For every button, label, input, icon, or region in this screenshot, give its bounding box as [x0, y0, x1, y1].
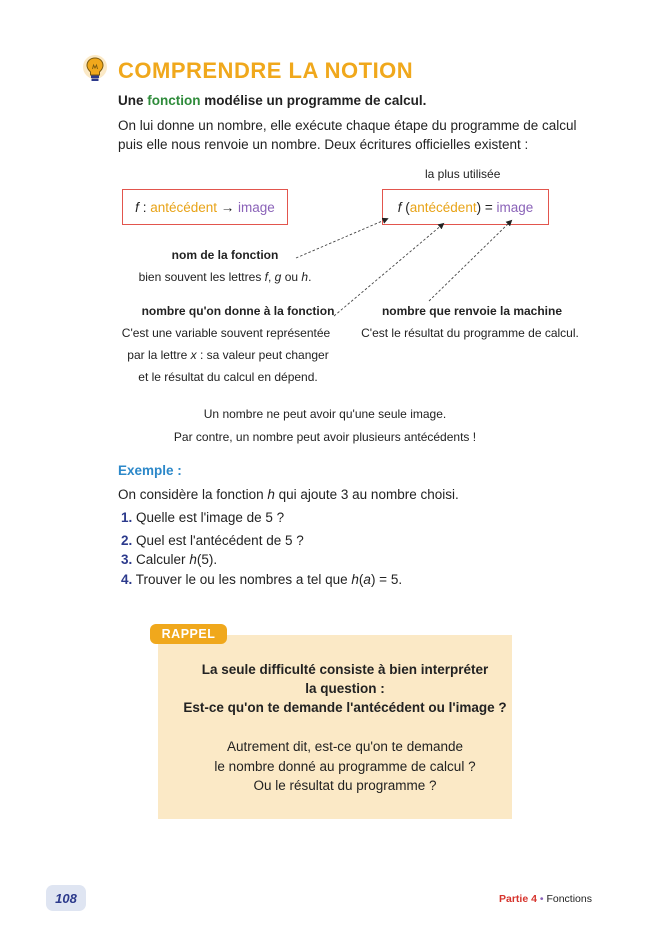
input-desc-1: C'est une variable souvent représentée — [121, 326, 331, 340]
list-item — [121, 508, 284, 528]
intro-line-2: On lui donne un nombre, elle exécute chaque étape du programme de calcul — [118, 118, 577, 133]
example-heading: Exemple : — [118, 463, 182, 478]
rappel-line-1: Autrement dit, est-ce qu'on te demande — [227, 739, 463, 754]
function-name-title: nom de la fonction — [171, 248, 279, 262]
intro-text: qui ajoute 3 au nombre choisi. — [274, 487, 459, 502]
desc-text: bien souvent les lettres — [138, 270, 265, 284]
intro-text: modélise un programme de calcul. — [200, 93, 427, 108]
desc-text: : sa valeur peut changer — [196, 348, 329, 362]
list-text: (5). — [196, 552, 218, 567]
rule-line-1: Un nombre ne peut avoir qu'une seule image. — [203, 407, 447, 421]
output-title: nombre que renvoie la machine — [381, 304, 563, 318]
footer-breadcrumb — [499, 893, 592, 905]
rappel-line-3: Ou le résultat du programme ? — [253, 778, 437, 793]
list-item — [121, 570, 402, 590]
close-paren-equals: ) = — [476, 199, 497, 215]
open-paren: ( — [401, 199, 410, 215]
list-text: Quel est l'antécédent de 5 ? — [136, 533, 304, 548]
intro-line-3: puis elle nous renvoie un nombre. Deux écritures officielles existent : — [118, 137, 529, 152]
list-number: 4. — [121, 572, 133, 587]
list-number: 1. — [121, 510, 133, 525]
function-letter: f — [397, 199, 402, 215]
colon: : — [138, 199, 151, 215]
example-intro — [118, 485, 459, 505]
function-name-desc — [120, 268, 330, 286]
input-title: nombre qu'on donne à la fonction — [141, 304, 335, 318]
list-item — [121, 550, 217, 570]
letter-h: h — [267, 487, 275, 502]
output-desc: C'est le résultat du programme de calcul. — [361, 326, 579, 340]
arrow-symbol: → — [217, 199, 239, 215]
list-text: Quelle est l'image de 5 ? — [136, 510, 285, 525]
letter-a: a — [363, 572, 371, 587]
desc-text: . — [308, 270, 312, 284]
rappel-bold-2: la question : — [305, 681, 385, 696]
page-number: 108 — [46, 885, 86, 911]
input-desc-3: et le résultat du calcul en dépend. — [138, 370, 318, 384]
list-text: ) = 5. — [370, 572, 403, 587]
rappel-tag: RAPPEL — [150, 624, 227, 644]
letter-x: x — [190, 348, 197, 362]
input-desc-2 — [108, 346, 348, 364]
rappel-line-2: le nombre donné au programme de calcul ? — [214, 759, 476, 774]
letter-f: f — [264, 270, 268, 284]
letter-h: h — [351, 572, 359, 587]
footer-separator: • — [539, 893, 544, 905]
list-number: 2. — [121, 533, 133, 548]
intro-keyword: fonction — [147, 93, 201, 108]
antecedent-label: antécédent — [409, 199, 477, 215]
intro-text: On considère la fonction — [118, 487, 268, 502]
rappel-bold-3: Est-ce qu'on te demande l'antécédent ou l'image ? — [183, 700, 507, 715]
image-label: image — [496, 199, 534, 215]
list-text: Calculer — [136, 552, 190, 567]
image-label: image — [238, 199, 275, 215]
pointer-output — [429, 221, 511, 301]
desc-text: , — [268, 270, 275, 284]
intro-text: Une — [118, 93, 148, 108]
rappel-bold-1: La seule difficulté consiste à bien interpréter — [201, 662, 489, 677]
footer-part: Partie 4 — [498, 893, 537, 905]
list-text: Trouver le ou les nombres a tel que — [135, 572, 352, 587]
list-number: 3. — [121, 552, 133, 567]
letter-g: g — [274, 270, 282, 284]
list-item — [121, 531, 304, 551]
antecedent-label: antécédent — [150, 199, 218, 215]
desc-text: par la lettre — [127, 348, 191, 362]
function-letter: f — [135, 199, 139, 215]
section-title: COMPRENDRE LA NOTION — [118, 58, 414, 83]
list-text: ( — [358, 572, 364, 587]
most-used-note: la plus utilisée — [425, 167, 501, 181]
desc-text: ou — [281, 270, 302, 284]
letter-h: h — [189, 552, 197, 567]
letter-h: h — [301, 270, 309, 284]
footer-chapter: Fonctions — [546, 893, 592, 905]
rule-line-2: Par contre, un nombre peut avoir plusieurs antécédents ! — [173, 430, 477, 444]
